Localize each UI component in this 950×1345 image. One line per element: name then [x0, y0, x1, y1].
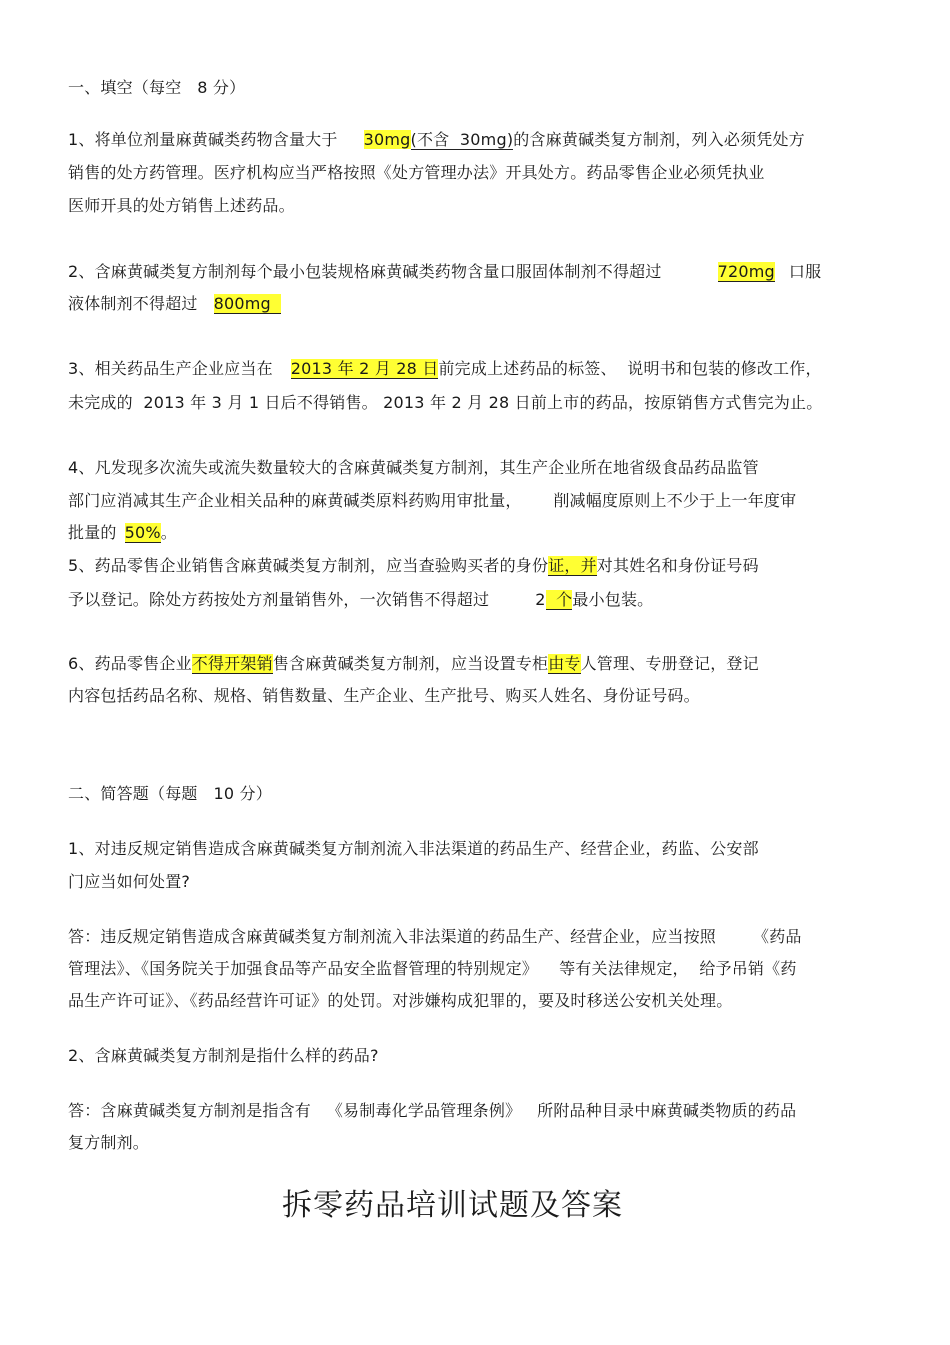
- q5-text-a: 5、药品零售企业销售含麻黄碱类复方制剂，应当查验购买者的身份: [68, 556, 549, 575]
- q5-text-c: 对其姓名和身份证号码: [596, 556, 759, 575]
- q2-text-a: 2、含麻黄碱类复方制剂每个最小包装规格麻黄碱类药物含量口服固体制剂不得超过: [68, 262, 662, 281]
- s2-a2-line2: 复方制剂。: [68, 1133, 150, 1152]
- q6-text-e: 人管理、专册登记，登记: [580, 654, 759, 673]
- q5-line1: [68, 556, 759, 576]
- s2-q2-line1: 2、含麻黄碱类复方制剂是指什么样的药品?: [68, 1046, 379, 1065]
- q2-blank-answer2: 800mg: [213, 294, 271, 313]
- q3-line1: [68, 359, 822, 379]
- q2-line2: [68, 294, 281, 314]
- q5-blank-answer1: 证，并: [548, 556, 597, 575]
- s2-a1-line1: 答：违反规定销售造成含麻黄碱类复方制剂流入非法渠道的药品生产、经营企业，应当按照 《药品: [68, 927, 802, 946]
- section1-heading: 一、填空（每空 8 分）: [68, 78, 246, 97]
- q4-text-a: 批量的: [68, 523, 117, 542]
- q2-text-c: 口服: [788, 262, 822, 281]
- q5-blank-answer2: 个: [556, 590, 573, 609]
- q2-text-l2a: 液体制剂不得超过: [68, 294, 198, 313]
- q6-line2: 内容包括药品名称、规格、销售数量、生产企业、生产批号、购买人姓名、身份证号码。: [68, 686, 700, 705]
- q1-blank-answer: 30mg: [363, 130, 411, 149]
- q4-line1: 4、凡发现多次流失或流失数量较大的含麻黄碱类复方制剂，其生产企业所在地省级食品药品监管: [68, 458, 759, 477]
- q2-blank-answer1: 720mg: [717, 262, 775, 281]
- q5-number: 2: [535, 590, 546, 609]
- s2-q1-line2: 门应当如何处置?: [68, 872, 191, 891]
- q1-text-a: 1、将单位剂量麻黄碱类药物含量大于: [68, 130, 338, 149]
- q3-text-c: 前完成上述药品的标签、 说明书和包装的修改工作，: [438, 359, 822, 378]
- q3-line2: 未完成的 2013 年 3 月 1 日后不得销售。 2013 年 2 月 28 日前上市的药品，按原销售方式售完为止。: [68, 393, 823, 412]
- q3-blank-answer: 2013 年 2 月 28 日: [290, 359, 439, 378]
- q6-text-c: 售含麻黄碱类复方制剂，应当设置专柜: [272, 654, 549, 673]
- q6-blank-answer2: 由专: [548, 654, 581, 673]
- q5-line2: [68, 590, 653, 610]
- q5-text-d: 最小包装。: [572, 590, 654, 609]
- q6-line1: [68, 654, 759, 674]
- q1-text-d: 的含麻黄碱类复方制剂，列入必须凭处方: [513, 130, 805, 149]
- q4-line3: [68, 523, 177, 543]
- s2-a1-line3: 品生产许可证》、《药品经营许可证》的处罚。对涉嫌构成犯罪的，要及时移送公安机关处理。: [68, 991, 733, 1010]
- q4-blank-answer: 50%: [124, 523, 161, 542]
- s2-a1-line2: 管理法》、《国务院关于加强食品等产品安全监督管理的特别规定》 等有关法律规定， 给予吊销《药: [68, 959, 797, 978]
- q6-blank-answer1: 不得开架销: [191, 654, 273, 673]
- q5-text-l2a: 予以登记。除处方药按处方剂量销售外，一次销售不得超过: [68, 590, 490, 609]
- section2-heading: 二、简答题（每题 10 分）: [68, 784, 272, 803]
- q3-text-a: 3、相关药品生产企业应当在: [68, 359, 273, 378]
- q1-line2: 销售的处方药管理。医疗机构应当严格按照《处方管理办法》开具处方。药品零售企业必须凭执业: [68, 163, 765, 182]
- document-title: 拆零药品培训试题及答案: [282, 1188, 623, 1223]
- s2-q1-line1: 1、对违反规定销售造成含麻黄碱类复方制剂流入非法渠道的药品生产、经营企业，药监、公安部: [68, 839, 759, 858]
- q1-blank-note: (不含 30mg): [410, 130, 514, 149]
- q1-line3: 医师开具的处方销售上述药品。: [68, 196, 295, 215]
- q2-line1: [68, 262, 821, 282]
- q6-text-a: 6、药品零售企业: [68, 654, 192, 673]
- q4-line2: 部门应消减其生产企业相关品种的麻黄碱类原料药购用审批量， 削减幅度原则上不少于上一年度审: [68, 491, 797, 510]
- q1-line1: [68, 130, 805, 150]
- s2-a2-line1: 答：含麻黄碱类复方制剂是指含有 《易制毒化学品管理条例》 所附品种目录中麻黄碱类物质的药品: [68, 1101, 797, 1120]
- q4-text-c: 。: [160, 523, 177, 542]
